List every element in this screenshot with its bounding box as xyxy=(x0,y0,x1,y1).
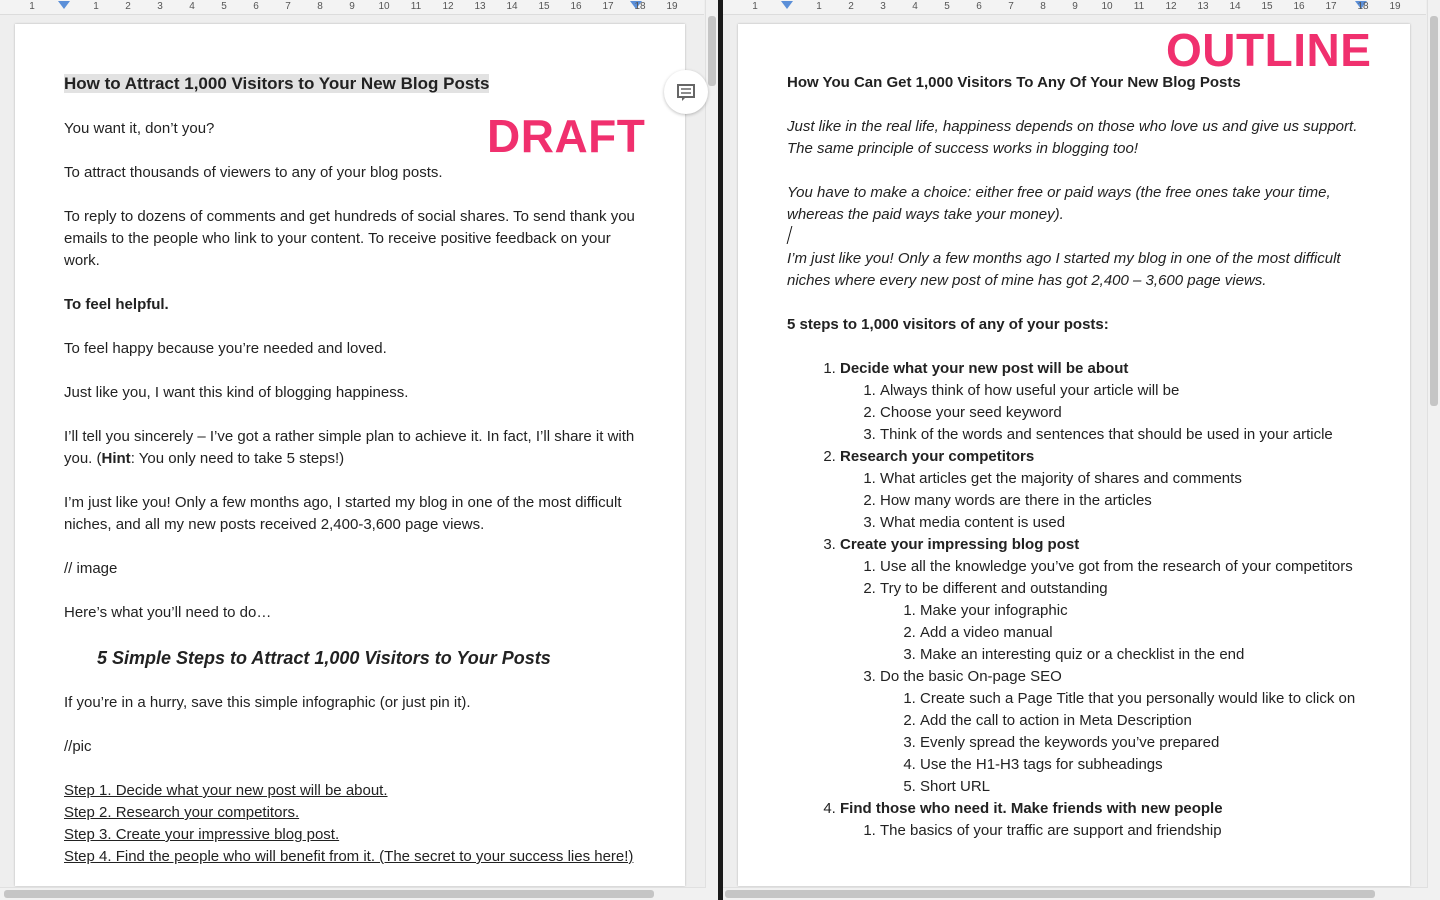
ruler-number: 2 xyxy=(125,1,131,12)
steps-link-list xyxy=(64,780,644,868)
list-item: 3. What media content is used xyxy=(880,512,1377,534)
list-item xyxy=(880,666,1377,798)
list-item: 4. Use the H1-H3 tags for subheadings xyxy=(920,754,1377,776)
list-item: 2. Add the call to action in Meta Description xyxy=(920,710,1377,732)
step-title: Find those who need it. Make friends with new people xyxy=(840,800,1223,817)
horizontal-scrollbar[interactable] xyxy=(723,887,1428,900)
ruler-number: 4 xyxy=(912,1,918,12)
ruler-number: 2 xyxy=(848,1,854,12)
intro-paragraph: I’m just like you! Only a few months ago I started my blog in one of the most difficult niches where every new post of mine has got 2,400 – 3,600 page views. xyxy=(787,250,1341,289)
ruler-number: 1 xyxy=(752,1,758,12)
horizontal-ruler[interactable] xyxy=(0,0,704,15)
paragraph: To reply to dozens of comments and get hundreds of social shares. To send thank you emails to the people who link to your content. To receive positive feedback on your work. xyxy=(64,208,635,269)
steps-heading: 5 steps to 1,000 visitors of any of your posts: xyxy=(787,316,1109,333)
outline-step xyxy=(840,798,1377,842)
outline-sublist xyxy=(840,820,1377,842)
ruler-number: 5 xyxy=(221,1,227,12)
list-item: 3. Think of the words and sentences that should be used in your article xyxy=(880,424,1377,446)
list-item: 1. The basics of your traffic are support and friendship xyxy=(880,820,1377,842)
step-link[interactable]: Step 4. Find the people who will benefit from it. (The secret to your success lies here!) xyxy=(64,848,634,865)
outline-sublist xyxy=(840,380,1377,446)
ruler-number: 9 xyxy=(349,1,355,12)
ruler-number: 11 xyxy=(1133,1,1145,12)
ruler-number: 3 xyxy=(880,1,886,12)
ruler-number: 12 xyxy=(1165,1,1177,12)
step-title: Decide what your new post will be about xyxy=(840,360,1129,377)
ruler-number: 10 xyxy=(1101,1,1113,12)
outline-step xyxy=(840,534,1377,798)
ruler-number: 15 xyxy=(538,1,550,12)
ruler-number: 11 xyxy=(410,1,422,12)
list-item-text: Do the basic On-page SEO xyxy=(880,668,1062,685)
ruler-number: 1 xyxy=(816,1,822,12)
text-cursor-line[interactable] xyxy=(787,226,1377,248)
placeholder-note: // image xyxy=(64,560,118,577)
ruler-number: 16 xyxy=(1293,1,1305,12)
scrollbar-thumb[interactable] xyxy=(708,16,716,86)
list-item: 5. Short URL xyxy=(920,776,1377,798)
outline-list xyxy=(787,358,1377,842)
intro-paragraph: Just like in the real life, happiness depends on those who love us and give us support. The same principle of success works in blogging too! xyxy=(787,118,1358,157)
paragraph: You want it, don’t you? xyxy=(64,120,215,137)
document-body[interactable] xyxy=(787,72,1377,842)
list-item xyxy=(880,578,1377,666)
ruler-number: 8 xyxy=(1040,1,1046,12)
list-item: 2. How many words are there in the articles xyxy=(880,490,1377,512)
ruler-number: 17 xyxy=(1325,1,1337,12)
step-link[interactable]: Step 3. Create your impressive blog post. xyxy=(64,826,340,843)
ruler-number: 7 xyxy=(285,1,291,12)
outline-step xyxy=(840,446,1377,534)
list-item: 1. Make your infographic xyxy=(920,600,1377,622)
paragraph: If you’re in a hurry, save this simple infographic (or just pin it). xyxy=(64,694,471,711)
ruler-number: 19 xyxy=(1389,1,1401,12)
section-heading: 5 Simple Steps to Attract 1,000 Visitors to Your Posts xyxy=(97,648,551,668)
ruler-number: 13 xyxy=(474,1,486,12)
add-comment-button[interactable] xyxy=(664,70,708,114)
ruler-number: 18 xyxy=(1357,1,1369,12)
scrollbar-thumb[interactable] xyxy=(725,890,1375,898)
step-link[interactable]: Step 2. Research your competitors. xyxy=(64,804,300,821)
paragraph: To feel happy because you’re needed and loved. xyxy=(64,340,387,357)
step-link[interactable]: Step 1. Decide what your new post will be about. xyxy=(64,782,388,799)
horizontal-scrollbar[interactable] xyxy=(0,887,706,900)
paragraph: I’m just like you! Only a few months ago, I started my blog in one of the most difficult niches, and all my new posts received 2,400-3,600 page views. xyxy=(64,494,622,533)
list-item: 1. Always think of how useful your article will be xyxy=(880,380,1377,402)
list-item: 1. Create such a Page Title that you personally would like to click on xyxy=(920,688,1377,710)
indent-marker-icon[interactable] xyxy=(58,1,70,9)
list-item: 3. Evenly spread the keywords you’ve prepared xyxy=(920,732,1377,754)
list-item: 3. Make an interesting quiz or a checklist in the end xyxy=(920,644,1377,666)
ruler-number: 1 xyxy=(29,1,35,12)
ruler-number: 5 xyxy=(944,1,950,12)
text: I’ll tell you sincerely – I’ve got a rather simple plan to achieve it. In fact, I’ll share it with you. ( xyxy=(64,428,635,467)
document-title: How You Can Get 1,000 Visitors To Any Of Your New Blog Posts xyxy=(787,74,1241,91)
ruler-number: 17 xyxy=(602,1,614,12)
vertical-scrollbar[interactable] xyxy=(705,0,718,900)
ruler-number: 3 xyxy=(157,1,163,12)
ruler-number: 18 xyxy=(634,1,646,12)
outline-sublist xyxy=(840,556,1377,798)
ruler-number: 6 xyxy=(253,1,259,12)
scrollbar-thumb[interactable] xyxy=(4,890,654,898)
outline-sublist xyxy=(880,688,1377,798)
outline-stamp: OUTLINE xyxy=(1166,24,1372,76)
vertical-scrollbar[interactable] xyxy=(1427,0,1440,900)
comment-icon xyxy=(664,70,708,114)
right-document-pane xyxy=(723,0,1440,900)
placeholder-note: //pic xyxy=(64,738,92,755)
list-item: 1. What articles get the majority of shares and comments xyxy=(880,468,1377,490)
list-item-text: Try to be different and outstanding xyxy=(880,580,1108,597)
draft-stamp: DRAFT xyxy=(487,110,646,162)
list-item: 2. Choose your seed keyword xyxy=(880,402,1377,424)
text-cursor xyxy=(787,226,793,244)
hint-label: Hint xyxy=(101,450,131,467)
paragraph-bold: To feel helpful. xyxy=(64,296,169,313)
ruler-number: 1 xyxy=(93,1,99,12)
ruler-number: 14 xyxy=(506,1,518,12)
ruler-number: 16 xyxy=(570,1,582,12)
outline-sublist xyxy=(840,468,1377,534)
step-title: Research your competitors xyxy=(840,448,1035,465)
list-item: 1. Use all the knowledge you’ve got from the research of your competitors xyxy=(880,556,1377,578)
text: : You only need to take 5 steps!) xyxy=(130,450,345,467)
ruler-number: 19 xyxy=(666,1,678,12)
ruler-number: 12 xyxy=(442,1,454,12)
paragraph-hint xyxy=(64,426,644,470)
ruler-number: 6 xyxy=(976,1,982,12)
paragraph: Just like you, I want this kind of blogging happiness. xyxy=(64,384,409,401)
ruler-number: 13 xyxy=(1197,1,1209,12)
intro-paragraph: You have to make a choice: either free or paid ways (the free ones take your time, whereas the paid ways take your money). xyxy=(787,184,1331,223)
scrollbar-thumb[interactable] xyxy=(1430,16,1438,406)
document-title: How to Attract 1,000 Visitors to Your New Blog Posts xyxy=(64,74,490,93)
ruler-number: 14 xyxy=(1229,1,1241,12)
ruler-number: 7 xyxy=(1008,1,1014,12)
document-page[interactable] xyxy=(738,24,1410,886)
horizontal-ruler[interactable] xyxy=(723,0,1426,15)
ruler-number: 15 xyxy=(1261,1,1273,12)
paragraph: To attract thousands of viewers to any of your blog posts. xyxy=(64,164,443,181)
outline-step xyxy=(840,358,1377,446)
list-item: 2. Add a video manual xyxy=(920,622,1377,644)
indent-marker-icon[interactable] xyxy=(781,1,793,9)
ruler-number: 8 xyxy=(317,1,323,12)
ruler-number: 10 xyxy=(378,1,390,12)
step-title: Create your impressing blog post xyxy=(840,536,1080,553)
outline-sublist xyxy=(880,600,1377,666)
ruler-number: 4 xyxy=(189,1,195,12)
paragraph: Here’s what you’ll need to do… xyxy=(64,604,272,621)
ruler-number: 9 xyxy=(1072,1,1078,12)
document-body[interactable] xyxy=(64,73,644,868)
